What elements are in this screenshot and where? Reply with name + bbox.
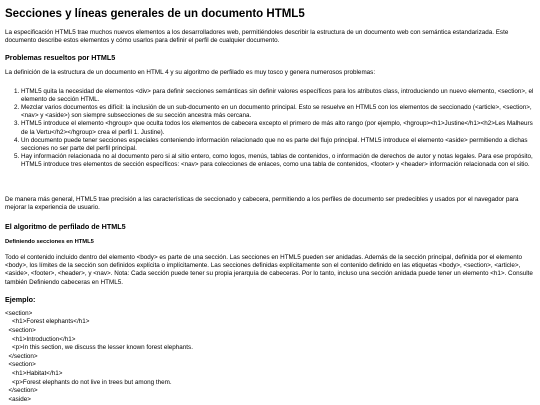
document-page [5, 7, 535, 404]
algorithm-subheading: Definiendo secciones en HTML5 [5, 239, 94, 246]
example-code-block: <section> <h1>Forest elephants</h1> <section> <h1>Introduction</h1> <p>In this section, we discuss the lesser known forest elephants. </section> <section> <h1>Habitat</h1> <p>Forest elephants do not live in trees but among them. </section> <aside> [5, 309, 193, 403]
problems-intro: La definición de la estructura de un documento en HTML 4 y su algoritmo de perfilado es muy tosco y genera numerosos problemas: [5, 69, 376, 77]
list-item: 5. Hay información relacionada no al documento pero si al sitio entero, como logos, menús, tablas de contenidos, o información de derechos de autor y notas legales. Para ese propósito, HTML5 introduce tres elementos de sección específicos: <nav> para colecciones de enlaces, como una tabla de contenidos, <footer> y <header> información relacionada con el sitio. [21, 153, 535, 169]
example-heading: Ejemplo: [5, 294, 36, 304]
problems-heading: Problemas resueltos por HTML5 [5, 53, 116, 63]
algorithm-heading: El algoritmo de perfilado de HTML5 [5, 222, 126, 232]
list-item: 3. HTML5 introduce el elemento <hgroup> que oculta todos los elementos de cabecera excepto el primero de más alto rango (por ejemplo, <hgroup><h1>Justine</h1><h2>Les Malheurs de la Vertu</h2></hgroup> crea el perfil 1. Justine). [21, 120, 535, 136]
intro-paragraph: La especificación HTML5 trae muchos nuevos elementos a los desarrolladores web, permitiéndoles describir la estructura de un documento web con semántica estandarizada. Este documento describe estos elementos y cómo usarlos para definir el perfil de cualquier documento. [5, 29, 509, 45]
list-item: 1. HTML5 quita la necesidad de elementos <div> para definir secciones semánticas sin definir valores específicos para los atributos class, introduciendo un nuevo elemento, <section>, el elemento de sección HTML. [21, 88, 535, 104]
page-title: Secciones y líneas generales de un documento HTML5 [5, 8, 305, 20]
problems-summary: De manera más general, HTML5 trae precisión a las características de seccionado y cabecera, permitiendo a los perfiles de documento ser predecibles y usados por el navegador para mejorar la experiencia de usuario. [5, 195, 519, 211]
spacer [5, 170, 535, 196]
problems-list [5, 88, 535, 170]
list-item: 2. Mezclar varios documentos es difícil: la inclusión de un sub-documento en un documento principal. Esto se resuelve en HTML5 con los elementos de seccionado (<article>, <section>, <nav> y <aside>) son siempre subsecciones de su sección ancestra más cercana. [21, 104, 535, 120]
list-item: 4. Un documento puede tener secciones especiales conteniendo información relacionado que no es parte del flujo principal. HTML5 introduce el elemento <aside> permitiendo a dichas secciones no ser parte del perfil principal. [21, 137, 535, 153]
algorithm-body: Todo el contenido incluido dentro del elemento <body> es parte de una sección. Las secciones en HTML5 pueden ser anidadas. Además de la sección principal, definida por el elemento <body>, los límites de la sección son definidos explícita o implícitamente. Las secciones definidas explícitamente son el contenido definido en las etiquetas <body>, <section>, <article>, <aside>, <footer>, <header>, y <nav>. Nota: Cada sección puede tener su propia jerarquía de cabeceras. Por lo tanto, incluso una sección anidada puede tener un elemento <h1>. Consulte también Definiendo cabeceras en HTML5. [5, 254, 533, 286]
